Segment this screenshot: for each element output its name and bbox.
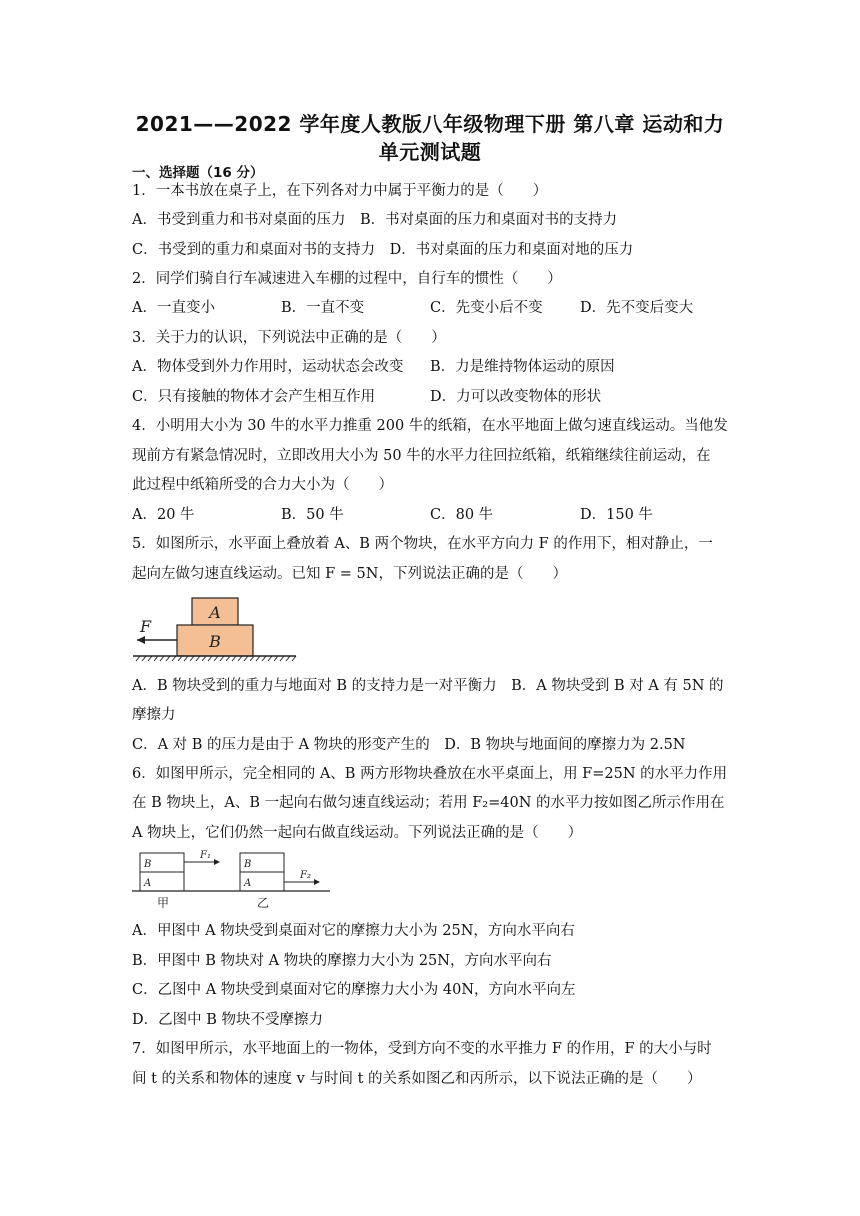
fig-jia-force-label: F₁ bbox=[200, 850, 211, 861]
question-7-line1: 7．如图甲所示，水平地面上的一物体，受到方向不变的水平推力 F 的作用，F 的大小与时 bbox=[132, 1041, 712, 1057]
question-4-option-c: C．80 牛 bbox=[430, 507, 494, 523]
question-3-option-a: A．物体受到外力作用时，运动状态会改变 bbox=[132, 359, 404, 375]
question-2-option-d: D．先不变后变大 bbox=[580, 300, 694, 316]
question-6-line1: 6．如图甲所示，完全相同的 A、B 两方形物块叠放在水平桌面上，用 F=25N 的水平力作用 bbox=[132, 766, 728, 782]
question-3-option-d: D．力可以改变物体的形状 bbox=[430, 389, 602, 405]
fig-jia-label-b: B bbox=[144, 859, 152, 870]
fig-yi-force-label: F₂ bbox=[300, 870, 311, 881]
fig-yi-label-b: B bbox=[244, 859, 252, 870]
force-label: F bbox=[140, 617, 152, 636]
question-6-option-c: C．乙图中 A 物块受到桌面对它的摩擦力大小为 40N，方向水平向左 bbox=[132, 982, 576, 998]
question-5-figure bbox=[130, 594, 300, 662]
question-1-options-row1: A．书受到重力和书对桌面的压力 B．书对桌面的压力和桌面对书的支持力 bbox=[132, 212, 618, 228]
question-5-line2: 起向左做匀速直线运动。已知 F = 5N，下列说法正确的是（ ） bbox=[132, 566, 567, 582]
question-3-stem: 3．关于力的认识，下列说法中正确的是（ ） bbox=[132, 330, 446, 346]
question-6-option-b: B．甲图中 B 物块对 A 物块的摩擦力大小为 25N，方向水平向右 bbox=[132, 953, 552, 969]
force-arrowhead bbox=[137, 636, 145, 644]
question-1-stem: 1．一本书放在桌子上，在下列各对力中属于平衡力的是（ ） bbox=[132, 183, 548, 199]
question-4-option-a: A．20 牛 bbox=[132, 507, 195, 523]
question-6-line3: A 物块上，它们仍然一起向右做直线运动。下列说法正确的是（ ） bbox=[132, 825, 583, 841]
question-4-line3: 此过程中纸箱所受的合力大小为（ ） bbox=[132, 477, 393, 493]
question-4-line2: 现前方有紧急情况时，立即改用大小为 50 牛的水平力往回拉纸箱，纸箱继续往前运动，在 bbox=[132, 448, 711, 464]
exam-title-line1: 2021——2022 学年度人教版八年级物理下册 第八章 运动和力 bbox=[135, 112, 725, 136]
question-4-option-b: B．50 牛 bbox=[281, 507, 344, 523]
question-2-option-b: B．一直不变 bbox=[281, 300, 365, 316]
fig-yi-arrowhead bbox=[314, 879, 320, 885]
ground-hatch bbox=[136, 656, 296, 661]
fig-jia-label-a: A bbox=[144, 878, 152, 889]
fig-jia-arrowhead bbox=[214, 859, 220, 865]
question-3-option-b: B．力是维持物体运动的原因 bbox=[430, 359, 615, 375]
question-4-line1: 4．小明用大小为 30 牛的水平力推重 200 牛的纸箱，在水平地面上做匀速直线运动。当他发 bbox=[132, 418, 728, 434]
question-7-line2: 间 t 的关系和物体的速度 v 与时间 t 的关系如图乙和丙所示，以下说法正确的是（ ） bbox=[132, 1071, 702, 1087]
fig-yi-caption: 乙 bbox=[257, 896, 270, 910]
question-6-line2: 在 B 物块上，A、B 一起向右做匀速直线运动；若用 F₂=40N 的水平力按如图乙所示作用在 bbox=[132, 795, 725, 811]
question-6-option-a: A．甲图中 A 物块受到桌面对它的摩擦力大小为 25N，方向水平向右 bbox=[132, 923, 575, 939]
fig-yi-label-a: A bbox=[244, 878, 252, 889]
section-heading: 一、选择题（16 分） bbox=[132, 165, 264, 181]
question-2-stem: 2．同学们骑自行车减速进入车棚的过程中，自行车的惯性（ ） bbox=[132, 271, 562, 287]
block-a-label: A bbox=[209, 603, 221, 622]
exam-title-line2: 单元测试题 bbox=[378, 140, 482, 164]
question-5-options-row2: 摩擦力 bbox=[132, 707, 176, 723]
question-5-line1: 5．如图所示，水平面上叠放着 A、B 两个物块，在水平方向力 F 的作用下，相对静止，一 bbox=[132, 536, 713, 552]
question-4-option-d: D．150 牛 bbox=[580, 507, 653, 523]
question-5-options-row3: C．A 对 B 的压力是由于 A 物块的形变产生的 D．B 物块与地面间的摩擦力为 2.5N bbox=[132, 737, 686, 753]
question-6-figure bbox=[130, 848, 335, 910]
question-6-option-d: D．乙图中 B 物块不受摩擦力 bbox=[132, 1012, 323, 1028]
question-3-option-c: C．只有接触的物体才会产生相互作用 bbox=[132, 389, 376, 405]
block-b-label: B bbox=[209, 632, 221, 651]
question-5-options-row1: A．B 物块受到的重力与地面对 B 的支持力是一对平衡力 B．A 物块受到 B 对 A 有 5N 的 bbox=[132, 678, 724, 694]
question-1-options-row2: C．书受到的重力和桌面对书的支持力 D．书对桌面的压力和桌面对地的压力 bbox=[132, 242, 634, 258]
question-2-option-a: A．一直变小 bbox=[132, 300, 215, 316]
fig-jia-caption: 甲 bbox=[157, 896, 170, 910]
question-2-option-c: C．先变小后不变 bbox=[430, 300, 543, 316]
